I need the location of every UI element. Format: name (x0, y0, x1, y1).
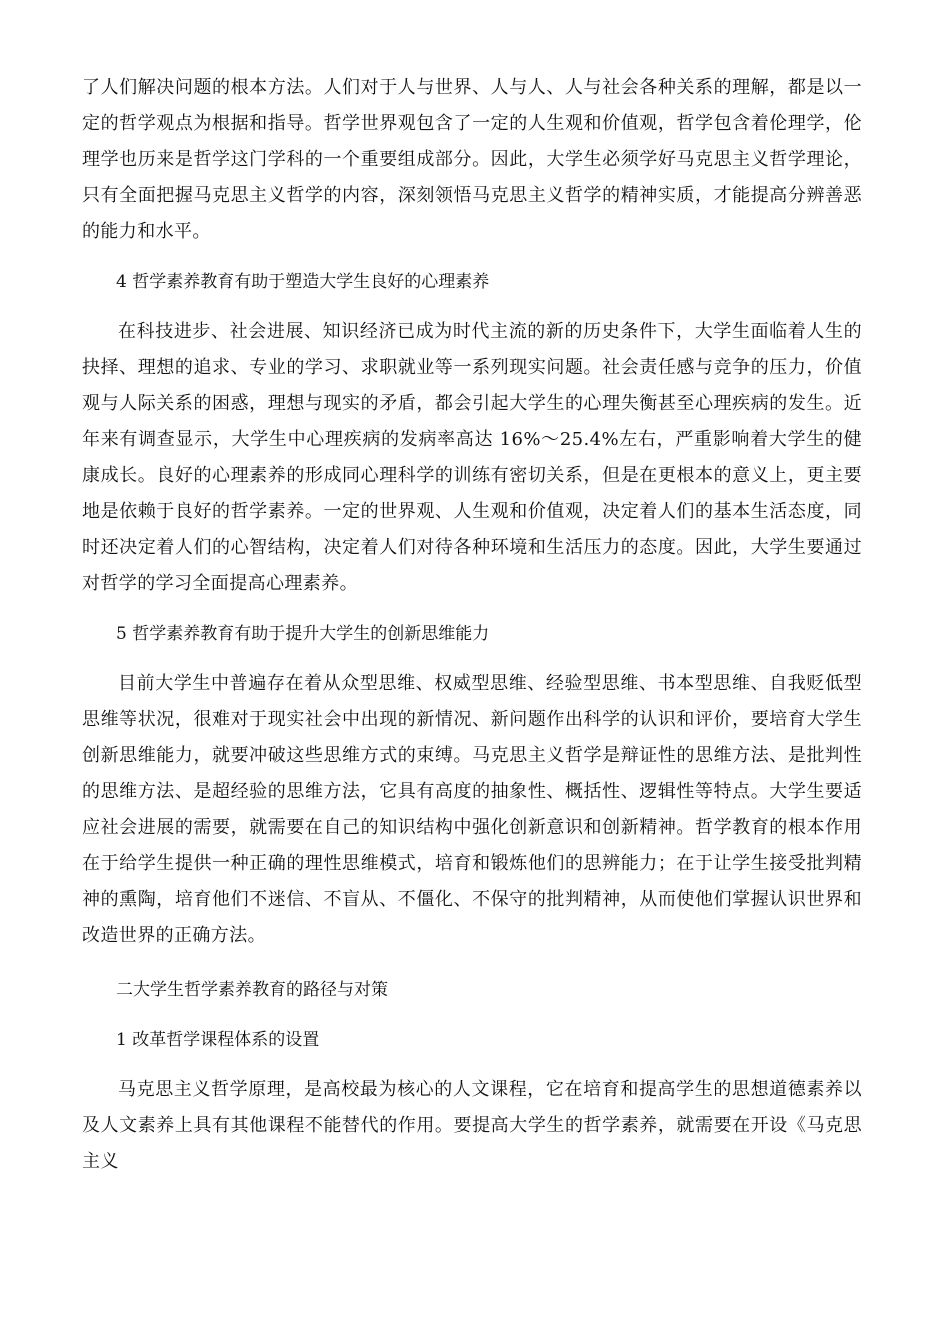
paragraph-curriculum: 马克思主义哲学原理，是高校最为核心的人文课程，它在培育和提高学生的思想道德素养以及人文素养上具有其他课程不能替代的作用。要提高大学生的哲学素养，就需要在开设《马克思主义 (82, 1079, 862, 1172)
chapter-heading-2: 二大学生哲学素养教育的路径与对策 (116, 980, 388, 1000)
paragraph-psychology: 在科技进步、社会进展、知识经济已成为时代主流的新的历史条件下，大学生面临着人生的抉择、理想的追求、专业的学习、求职就业等一系列现实问题。社会责任感与竞争的压力，价值观与人际关系的困惑，理想与现实的矛盾，都会引起大学生的心理失衡甚至心理疾病的发生。近年来有调查显示，大学生中心理疾病的发病率高达 16%～25.4%左右，严重影响着大学生的健康成长。良好的心理素养的形成同心理科学的训练有密切关系，但是在更根本的意义上，更主要地是依赖于良好的哲学素养。一定的世界观、人生观和价值观，决定着人们的基本生活态度，同时还决定着人们的心智结构，决定着人们对待各种环境和生活压力的态度。因此，大学生要通过对哲学的学习全面提高心理素养。 (82, 321, 862, 594)
paragraph-continuation: 了人们解决问题的根本方法。人们对于人与世界、人与人、人与社会各种关系的理解，都是以一定的哲学观点为根据和指导。哲学世界观包含了一定的人生观和价值观，哲学包含着伦理学，伦理学也历来是哲学这门学科的一个重要组成部分。因此，大学生必须学好马克思主义哲学理论，只有全面把握马克思主义哲学的内容，深刻领悟马克思主义哲学的精神实质，才能提高分辨善恶的能力和水平。 (82, 77, 862, 242)
section-heading-1: 1 改革哲学课程体系的设置 (116, 1030, 320, 1050)
document-page (82, 70, 862, 1180)
section-heading-4: 4 哲学素养教育有助于塑造大学生良好的心理素养 (116, 272, 490, 292)
section-heading-5: 5 哲学素养教育有助于提升大学生的创新思维能力 (116, 624, 490, 644)
paragraph-innovation: 目前大学生中普遍存在着从众型思维、权威型思维、经验型思维、书本型思维、自我贬低型思维等状况，很难对于现实社会中出现的新情况、新问题作出科学的认识和评价，要培育大学生创新思维能力，就要冲破这些思维方式的束缚。马克思主义哲学是辩证性的思维方法、是批判性的思维方法、是超经验的思维方法，它具有高度的抽象性、概括性、逻辑性等特点。大学生要适应社会进展的需要，就需要在自己的知识结构中强化创新意识和创新精神。哲学教育的根本作用在于给学生提供一种正确的理性思维模式，培育和锻炼他们的思辨能力；在于让学生接受批判精神的熏陶，培育他们不迷信、不盲从、不僵化、不保守的批判精神，从而使他们掌握认识世界和改造世界的正确方法。 (82, 673, 862, 946)
